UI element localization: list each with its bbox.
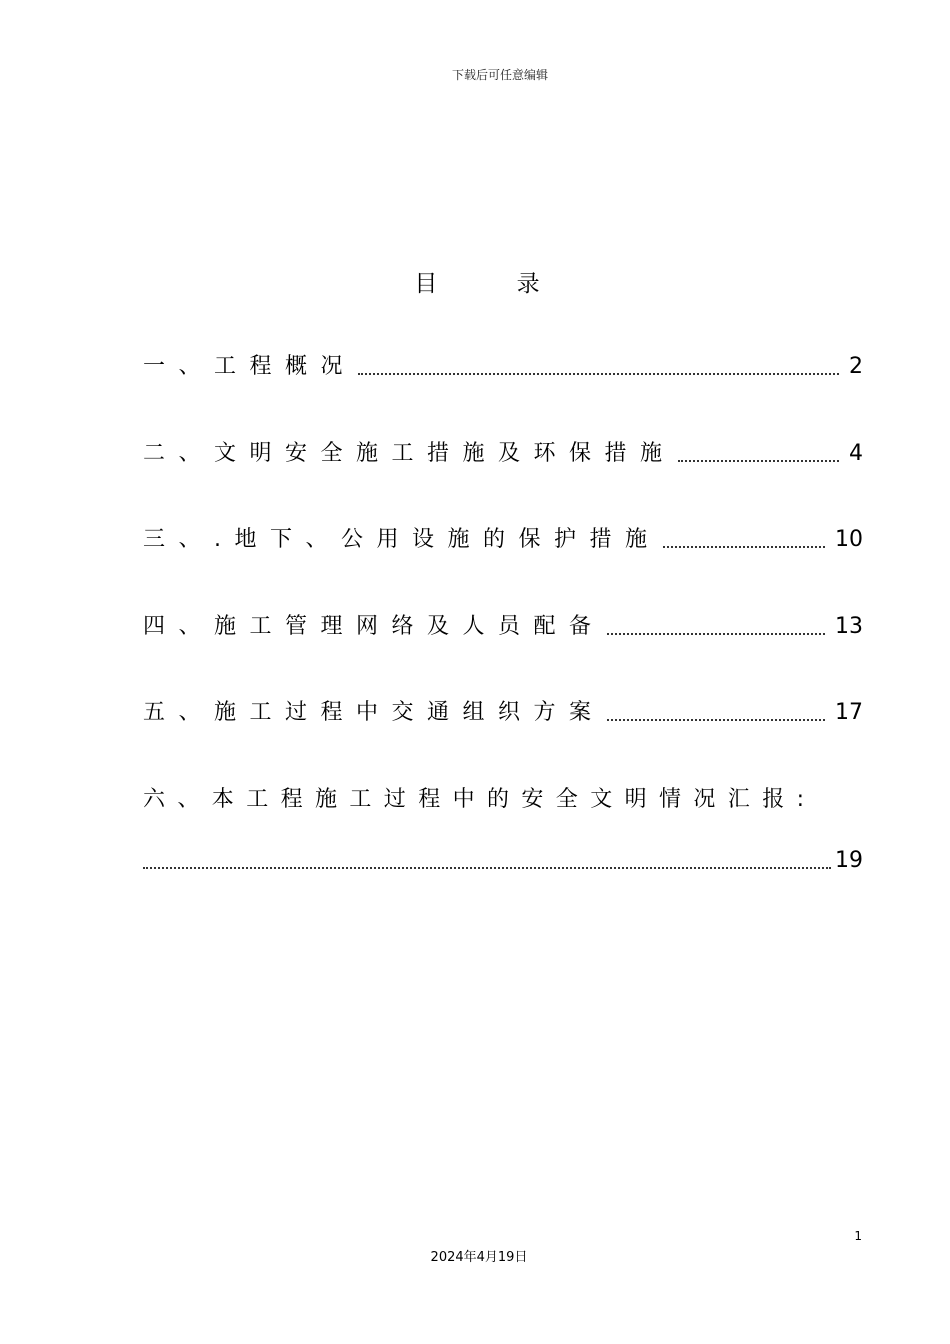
toc-leader-dots (358, 373, 839, 375)
toc-entry[interactable] (143, 350, 863, 384)
toc-entry-page: 10 (835, 527, 863, 552)
toc-leader-dots (678, 460, 839, 462)
toc-entry-label: 一、工程概况 (143, 354, 357, 379)
toc-leader-dots (143, 867, 831, 869)
header-note: 下载后可任意编辑 (451, 68, 548, 82)
toc-entry-label: 二、文明安全施工措施及环保措施 (143, 441, 676, 466)
toc-entry-page: 2 (849, 354, 863, 379)
toc-entry-label: 五、施工过程中交通组织方案 (143, 700, 605, 725)
toc-entry-wrapped[interactable] (143, 783, 863, 878)
toc-entry-page: 19 (835, 848, 863, 873)
toc-entry-page: 17 (835, 700, 863, 725)
toc-entry-continuation (143, 844, 863, 878)
toc-entry[interactable] (143, 437, 863, 471)
toc-entry-page: 13 (835, 614, 863, 639)
toc-leader-dots (663, 546, 826, 548)
toc-entry[interactable] (143, 696, 863, 730)
toc-leader-dots (607, 719, 825, 721)
page-number: 1 (854, 1229, 862, 1243)
toc-entry-label: 三、.地下、公用设施的保护措施 (143, 527, 661, 552)
footer-date: 2024年4月19日 (430, 1250, 528, 1265)
toc-entry[interactable] (143, 523, 863, 557)
toc-entry[interactable] (143, 610, 863, 644)
toc-entry-page: 4 (849, 441, 863, 466)
toc-title: 目 录 (414, 271, 576, 297)
toc-entry-label: 四、施工管理网络及人员配备 (143, 614, 605, 639)
toc-leader-dots (607, 633, 825, 635)
toc-entry-label: 六、本工程施工过程中的安全文明情况汇报: (143, 787, 817, 812)
